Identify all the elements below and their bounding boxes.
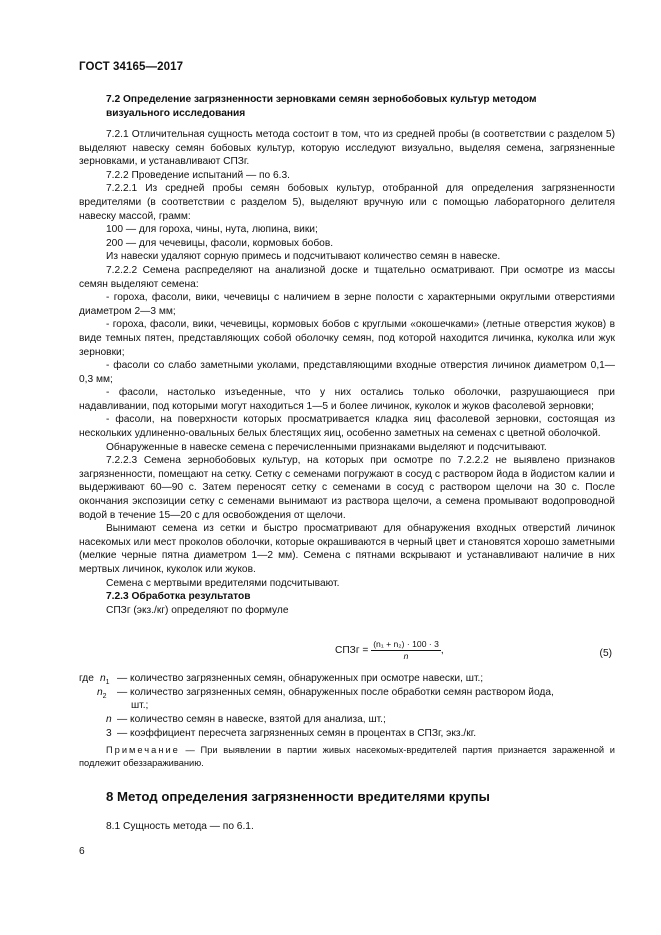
paragraph-7-2-2-3: 7.2.2.3 Семена зернобобовых культур, на которых при осмотре по 7.2.2.2 не выявлено признаков загрязненности, помещают на сетку. Сетку с семенами погружают в сосуд с раствором йода в йодистом калии и выдерживают 60—90 с. Затем переносят сетку с семенами в сосуд с раствором щелочи на 30 с. После окончания экспозиции сетку с семенами вынимают из раствора щелочи, а семена промывают водопроводной водой в течение 15—20 с для освобождения от щелочи. xyxy=(79,455,615,521)
paragraph-7-2-1: 7.2.1 Отличительная сущность метода состоит в том, что из средней пробы (в соответствии с разделом 5) выделяют навеску семян бобовых культур, которую исследуют визуально, выделяя семена, загрязненные зерновками, и устанавливают СПЗг. xyxy=(79,129,615,168)
legend-n-symbol xyxy=(106,713,112,727)
formula-lhs: СПЗг = xyxy=(335,645,369,657)
body-text xyxy=(79,128,615,617)
list-item: - фасоли со слабо заметными уколами, представляющими входные отверстия личинок диаметром 0,1—0,3 мм; xyxy=(79,360,615,385)
list-item: - гороха, фасоли, вики, чечевицы с наличием в зерне полости с характерными округлыми отверстиями диаметром 2—3 мм; xyxy=(79,292,615,317)
legend-n2-letter: n xyxy=(97,687,103,698)
legend-n-letter: n xyxy=(106,714,112,725)
legend-k-text: — коэффициент пересчета загрязненных семян в процентах в СПЗг, экз./кг. xyxy=(117,728,477,739)
section-8-heading: 8 Метод определения загрязненности вредителями крупы xyxy=(106,789,490,804)
section-7-2-title-line2: визуального исследования xyxy=(106,108,246,119)
paragraph-found: Обнаруженные в навеске семена с перечисленными признаками выделяют и подсчитывают. xyxy=(106,441,547,453)
note-label: Примечание xyxy=(106,745,180,755)
section-7-2-3-heading: 7.2.3 Обработка результатов xyxy=(106,591,251,603)
legend-n1-subscript: 1 xyxy=(105,679,110,687)
standard-number: ГОСТ 34165—2017 xyxy=(79,61,184,73)
formula-5 xyxy=(79,637,615,665)
formula-denominator: n xyxy=(403,651,409,661)
equation-number: (5) xyxy=(599,648,612,659)
legend-n1-letter: n xyxy=(100,673,106,684)
legend-n2-symbol xyxy=(97,686,107,704)
legend-n2-text: — количество загрязненных семян, обнаруженных после обработки семян раствором йода, xyxy=(117,687,554,698)
legend-k-symbol: 3 xyxy=(106,728,112,739)
legend-n-text: — количество семян в навеске, взятой для анализа, шт.; xyxy=(117,714,386,725)
legend-n2-continuation: шт.; xyxy=(131,700,149,711)
note xyxy=(79,744,615,770)
list-item: - фасоли, на поверхности которых просматривается кладка яиц фасолевой зерновки, состоящая из нескольких удлиненно-овальных белых блестящих яиц, особенно заметных на семенах с цветной оболочкой. xyxy=(79,414,615,440)
formula-numerator: (n₁ + n₂) · 100 · 3 xyxy=(373,639,439,649)
page-number: 6 xyxy=(79,846,85,857)
mass-item-2: 200 — для чечевицы, фасоли, кормовых бобов. xyxy=(106,237,334,249)
paragraph-8-1: 8.1 Сущность метода — по 6.1. xyxy=(106,821,254,832)
mass-item-1: 100 — для гороха, чины, нута, люпина, вики; xyxy=(106,224,318,236)
paragraph-7-2-2-1: 7.2.2.1 Из средней пробы семян бобовых культур, отобранной для определения загрязненности вредителями (в соответствии с разделом 5), выделяют вручную или с помощью лабораторного делителя навеску массой, грамм: xyxy=(79,183,615,222)
paragraph-remove: Вынимают семена из сетки и быстро просматривают для обнаружения входных отверстий личинок насекомых или мест проколов оболочки, которые окрашиваются в черный цвет и становятся хорошо заметными (мелкие черные пятна диаметром 1—2 мм). Семена с пятнами вскрывают и устанавливают наличие в них мертвых личинок, куколок или жуков. xyxy=(79,523,615,575)
list-item: - гороха, фасоли, вики, чечевицы, кормовых бобов с круглыми «окошечками» (летные отверстия жуков) в виде темных пятен, представляющих собой оболочку семян, под которой находится личинка, куколка или жук зерновки; xyxy=(79,319,615,358)
formula-expression xyxy=(335,639,444,662)
formula-intro: СПЗг (экз./кг) определяют по формуле xyxy=(106,604,289,616)
paragraph-7-2-2-2: 7.2.2.2 Семена распределяют на анализной доске и тщательно осматривают. При осмотре из массы семян выделяют семена: xyxy=(79,264,615,290)
section-7-2-heading xyxy=(106,93,606,121)
legend-n2-subscript: 2 xyxy=(102,693,107,701)
section-7-2-title-line1: 7.2 Определение загрязненности зерновками семян зернобобовых культур методом xyxy=(106,94,537,105)
formula-fraction xyxy=(371,639,441,662)
paragraph-dead: Семена с мертвыми вредителями подсчитывают. xyxy=(106,577,340,589)
paragraph-impurity: Из навески удаляют сорную примесь и подсчитывают количество семян в навеске. xyxy=(106,251,501,263)
paragraph-7-2-2: 7.2.2 Проведение испытаний — по 6.3. xyxy=(106,169,291,181)
list-item: - фасоли, настолько изъеденные, что у них остались только оболочки, разрушающиеся при надавливании, под которыми могут находиться 1—5 и более личинок, куколок и жуков фасолевой зерновки; xyxy=(79,387,615,412)
formula-comma: , xyxy=(440,645,444,657)
legend-where: где xyxy=(79,673,94,684)
note-text: — При выявлении в партии живых насекомых-вредителей партия признается зараженной и подлежит обеззараживанию. xyxy=(79,745,615,768)
legend-n1-text: — количество загрязненных семян, обнаруженных при осмотре навески, шт.; xyxy=(117,673,484,684)
